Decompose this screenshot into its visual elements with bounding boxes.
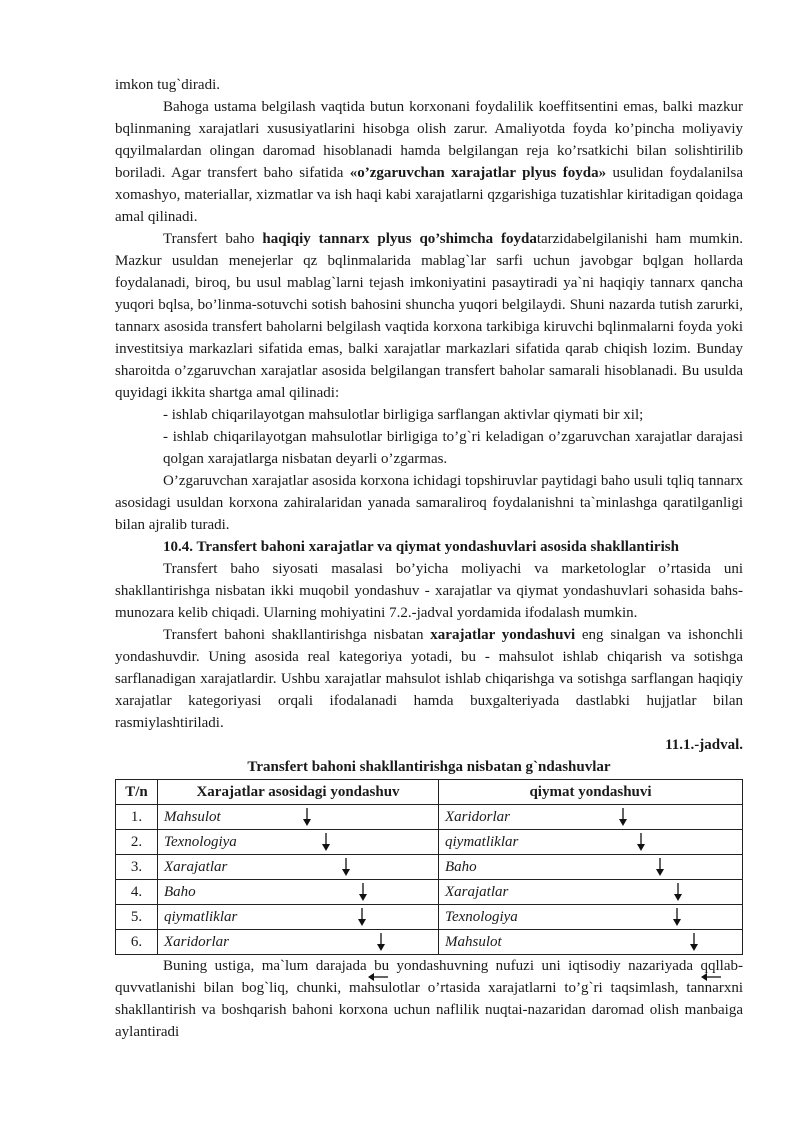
table-row: [116, 930, 743, 955]
table-row: [116, 880, 743, 905]
down-arrow-icon: [656, 858, 664, 876]
down-arrow-icon: [342, 858, 350, 876]
paragraph-6: Buning ustiga, ma`lum darajada bu yondashuvning nufuzi uni iqtisodiy nazariyada qqllab-quvvatlanishi bilan bog`liq, chunki, mahsulotlar o’rtasida xarajatlarni to’g`ri taqsimlash, tannarxni shakllantirish va boshqarish bahoni korxona uchun naflilik nuqtai-nazaridan daromad olish manbaiga aylantiradi: [115, 958, 743, 1040]
down-arrow-icon: [377, 933, 385, 951]
down-arrow-icon: [359, 883, 367, 901]
value-approach-cell: Xaridorlar: [439, 805, 743, 830]
table-row: [116, 905, 743, 930]
value-approach-cell: qiymatliklar: [439, 830, 743, 855]
down-arrow-icon: [358, 908, 366, 926]
row-number: 4.: [116, 880, 158, 905]
table-row: [116, 855, 743, 880]
paragraph-4: Transfert baho siyosati masalasi bo’yicha moliyachi va marketologlar o’rtasida uni shakllantirishga nisbatan ikki muqobil yondashuv - xarajatlar va qiymat yondashuvlari sohasida bahs-munozara kelib chiqadi. Ularning mohiyatini 7.2.-jadval yordamida ifodalash mumkin.: [115, 561, 743, 621]
cost-approach-cell: Texnologiya: [158, 830, 439, 855]
row-number: 5.: [116, 905, 158, 930]
cost-approach-cell: Xaridorlar: [158, 930, 439, 955]
section-heading: 10.4. Transfert bahoni xarajatlar va qiymat yondashuvlari asosida shakllantirish: [163, 539, 679, 555]
bold-term-actual-cost: haqiqiy tannarx plyus qo’shimcha foyda: [262, 231, 537, 247]
down-arrow-icon: [619, 808, 627, 826]
paragraph-0: imkon tug`diradi.: [115, 77, 220, 93]
list-item-2: - ishlab chiqarilayotgan mahsulotlar birligiga to’g`ri keladigan o’zgaruvchan xarajatlar darajasi qolgan xarajatlarga nisbatan deyarli o’zgarmas.: [163, 429, 743, 467]
header-cost-approach: Xarajatlar asosidagi yondashuv: [158, 780, 439, 805]
cost-approach-cell: Baho: [158, 880, 439, 905]
document-page: [115, 74, 743, 1043]
down-arrow-icon: [637, 833, 645, 851]
bold-term-variable-costs: «o’zgaruvchan xarajatlar plyus foyda»: [349, 165, 607, 181]
row-number: 2.: [116, 830, 158, 855]
left-arrow-icon: [701, 973, 721, 981]
table-row: [116, 830, 743, 855]
list-item-1: - ishlab chiqarilayotgan mahsulotlar birligiga sarflangan aktivlar qiymati bir xil;: [163, 407, 644, 423]
header-number: T/n: [116, 780, 158, 805]
value-approach-cell: Texnologiya: [439, 905, 743, 930]
table-title: Transfert bahoni shakllantirishga nisbatan g`ndashuvlar: [247, 759, 611, 775]
cost-approach-cell: Mahsulot: [158, 805, 439, 830]
down-arrow-icon: [322, 833, 330, 851]
approaches-table: [115, 779, 743, 955]
row-number: 1.: [116, 805, 158, 830]
value-approach-cell: Baho: [439, 855, 743, 880]
table-row: [116, 805, 743, 830]
paragraph-3: O’zgaruvchan xarajatlar asosida korxona ichidagi topshiruvlar paytidagi baho usuli tqliq tannarx asosidagi usuldan korxona zahiralaridan yanada samaraliroq foydalanishni ta`minlashga qaratilganligi bilan ajralib turadi.: [115, 473, 743, 533]
value-approach-cell: Mahsulot: [439, 930, 743, 955]
down-arrow-icon: [673, 908, 681, 926]
value-approach-cell: Xarajatlar: [439, 880, 743, 905]
left-arrow-icon: [368, 973, 388, 981]
down-arrow-icon: [674, 883, 682, 901]
down-arrow-icon: [303, 808, 311, 826]
cost-approach-cell: qiymatliklar: [158, 905, 439, 930]
paragraph-1: Bahoga ustama belgilash vaqtida butun korxonani foydalilik koeffitsentini emas, balki mazkur bqlinmaning xarajatlari xususiyatlarini hisobga olish zarur. Amaliyotda foyda ko’pincha moliyaviy qqyilmalardan olingan daromad hisoblanadi hamda belgilangan reja ko’rsatkichi bilan solishtirilib boriladi. Agar transfert baho sifatida «o’zgaruvchan xarajatlar plyus foyda» usulidan foydalanilsa xomashyo, materiallar, xizmatlar va ish haqi kabi xarajatlarni qzgarishiga tuzatishlar kiritadigan qoidaga amal qilinadi.: [115, 99, 743, 225]
row-number: 6.: [116, 930, 158, 955]
bold-term-cost-approach: xarajatlar yondashuvi: [430, 627, 576, 643]
table-header-row: [116, 780, 743, 805]
paragraph-2: Transfert baho haqiqiy tannarx plyus qo’shimcha foydatarzidabelgilanishi ham mumkin. Mazkur usuldan menejerlar qz bqlinmalarida mablag`lar sarfi uchun javobgar bqlgan hollarda foydalanadi, biroq, bu usul mablag`larni tejash imkoniyatini pasaytiradi ya`ni haqiqiy tannarx qancha yuqori bqlsa, bo’linma-sotuvchi sotish bahosini shuncha yuqori belgilaydi. Shuni nazarda tutish zarurki, tannarx asosida transfert baholarni belgilash vaqtida korxona tarkibiga kiruvchi bqlinmalarni foyda yoki investitsiya markazlari sifatida emas, balki xarajatlar markazlari sifatida qarab chiqish lozim. Bunday sharoitda o’zgaruvchan xarajatlar asosida belgilangan transfert baholar samarali hisoblanadi. Bu usulda quyidagi ikkita shartga amal qilinadi:: [115, 231, 743, 401]
cost-approach-cell: Xarajatlar: [158, 855, 439, 880]
down-arrow-icon: [690, 933, 698, 951]
table-label: 11.1.-jadval.: [665, 737, 743, 753]
row-number: 3.: [116, 855, 158, 880]
paragraph-5: Transfert bahoni shakllantirishga nisbatan xarajatlar yondashuvi eng sinalgan va ishonchli yondashuvdir. Uning asosida real kategoriya yotadi, bu - mahsulot ishlab chiqarish va sotishga sarflanadigan xarajatlardir. Ushbu xarajatlar mahsulot ishlab chiqarishga va sotishga sarflangan haqiqiy xarajatlar kategoriyasi orqali ifodalanadi hamda buxgalteriyada dastlabki hujjatlar bilan rasmiylashtiriladi.: [115, 627, 743, 731]
header-value-approach: qiymat yondashuvi: [439, 780, 743, 805]
